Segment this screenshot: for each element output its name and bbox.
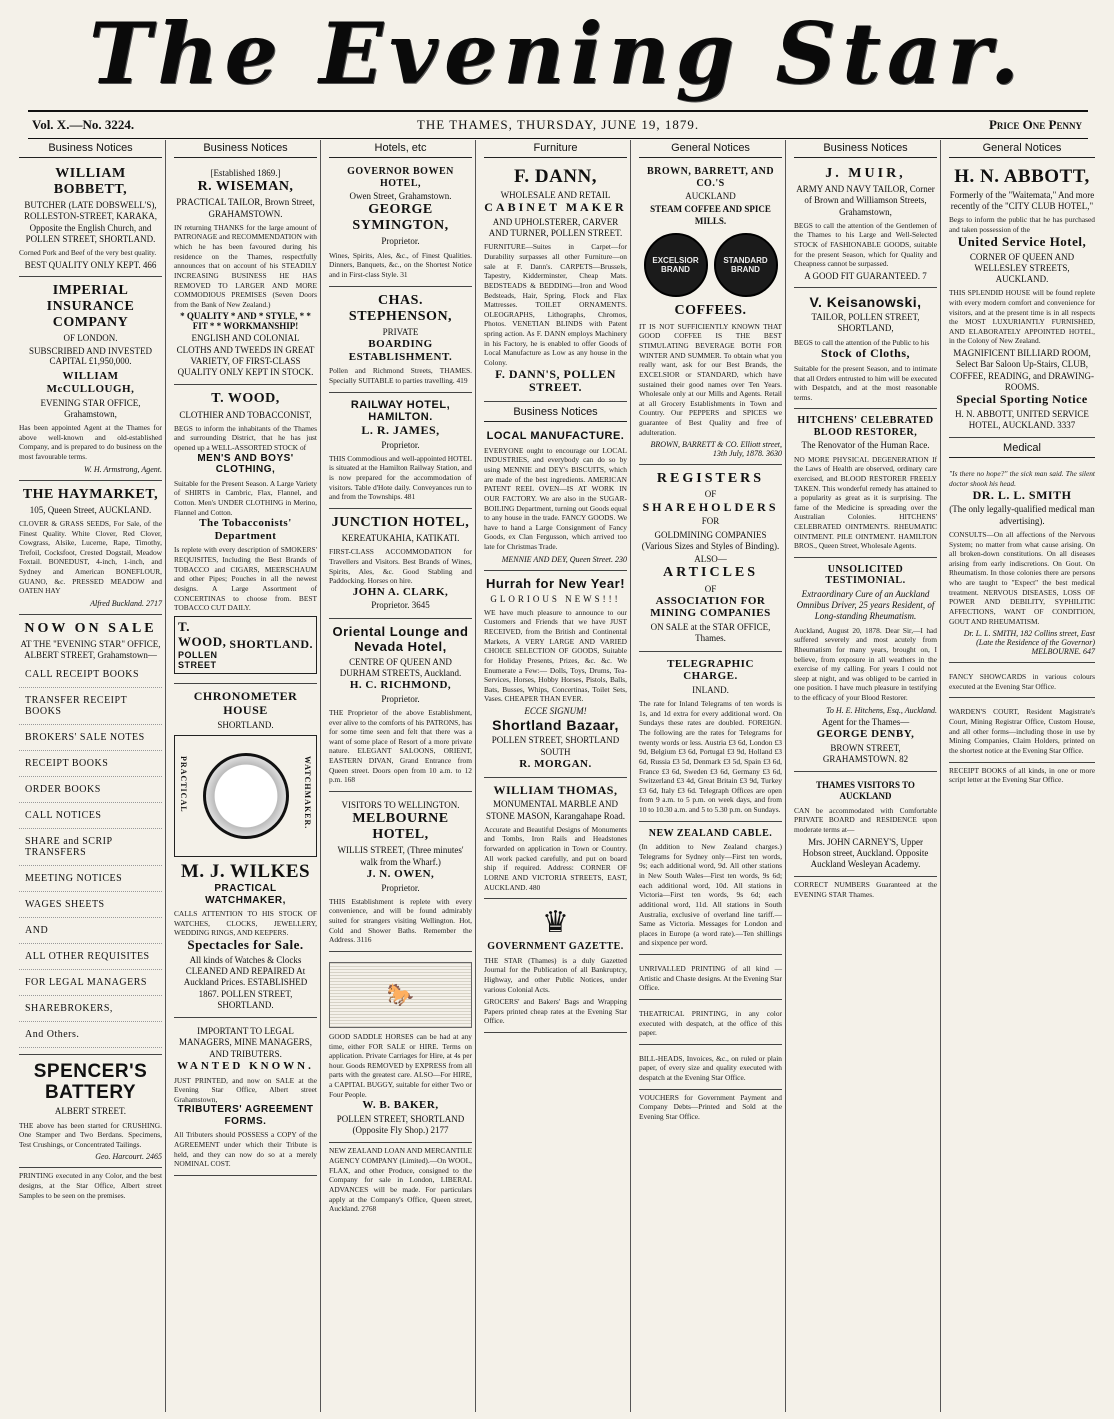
ad-body: THEATRICAL PRINTING, in any color executed with despatch, at the office of this paper.: [639, 1008, 782, 1038]
ad-receipt-books: RECEIPT BOOKS of all kinds, in one or more script letter at the Evening Star Office.: [949, 765, 1095, 785]
ad-title: THAMES VISITORS TO AUCKLAND: [816, 780, 915, 802]
ad-title: Hurrah for New Year!: [485, 575, 626, 591]
ad-body: Auckland, August 20, 1878. Dear Sir,—I had suffered severely and most acutely from Rheumatism for many years, brought on, I believe, from exposure in all weathers in the exercise of my calling. For years I could not sleep at night, and was obliged to be carried in one position. I have much pleasure in testifying to the efficacy of your Blood Restorer.: [794, 625, 937, 703]
list-item: MEETING NOTICES: [19, 866, 162, 892]
ad-hitchens: [794, 411, 937, 558]
list-item: FOR LEGAL MANAGERS: [19, 970, 162, 996]
ad-subtitle: OF: [704, 489, 717, 500]
dateline-bar: [28, 110, 1088, 139]
ad-body: UNRIVALLED PRINTING of all kind —Artistic and Chaste designs. At the Evening Star Office.: [639, 964, 782, 993]
ad-title: Oriental Lounge and Nevada Hotel,: [332, 623, 469, 654]
ad-title: F. DANN,: [514, 166, 597, 187]
ad-subtitle: The Renovator of the Human Race.: [801, 440, 930, 451]
ad-oriental-lounge: [329, 621, 472, 792]
ad-theatrical-printing: [639, 1002, 782, 1045]
ad-quote: "Is there no hope?" the sick man said. The silent doctor shook his head.: [949, 469, 1095, 488]
ad-title: IMPORTANT TO LEGAL MANAGERS, MINE MANAGERS, AND TRIBUTERS.: [178, 1026, 312, 1059]
ad-body: The rate for Inland Telegrams of ten words is 1s, and 1d extra for every additional word. On Sundays these rates are doubled. FOREIGN. The following are the rates for Telegrams for twenty words or less. Austria £3 6d, London £3 9d, Belgium £3 6d, Portugal £3 9d, Holland £3 6d, Russia £3 5d, Denmark £3 5d, Spain £3 6d, France £3 6d, Sweden £3 6d, Germany £3 6d, Switzerland £3 4d, Great Britain £3 9d, Turkey £3 6d, Italy £3 6d. Telegraph Offices are open from 9 a.m. to 5 p.m. on week days, and from 10 to 10.30 a.m. and 5 to 5.30 p.m. on Sundays.: [639, 699, 782, 815]
ad-body: THE Proprietor of the above Establishment, ever alive to the comforts of his PATRONS, has for some time seen and felt that there was a want of some place of Resort of a more private nature. ELEGANT SALOONS, ORIENT, EASTERN DIVAN, Grand Entrance from Queen street. Doors open from 10 a.m. to 12 p.m. 168: [329, 707, 472, 785]
ad-subtitle: OF LONDON.: [63, 333, 118, 344]
ad-body: NO MORE PHYSICAL DEGENERATION If the Laws of Health are observed, ordinary care exercised, and BLOOD RESTORER FREELY TAKEN. This wonderful remedy has attained to a popularity as great as it is surprising. The fame of the Medicine is spreading over the Australian Colonies. HITCHENS' CELEBRATED OINTMENTS. RHEUMATIC OINTMENT. PILE OINTMENT. HAMILTON BROS., Queen Street, Wholesale Agents.: [794, 454, 937, 551]
ad-william-thomas: [484, 780, 627, 900]
column-heading: Hotels, etc: [329, 140, 472, 158]
ad-government-gazette: [484, 901, 627, 1033]
ad-subtitle: FOR: [701, 516, 720, 527]
list-item: AND: [19, 918, 162, 944]
box-name: T. WOOD,: [178, 618, 227, 649]
proprietor-name: R. MORGAN.: [519, 757, 592, 770]
list-item: ORDER BOOKS: [19, 777, 162, 803]
ad-highlight: SHAREHOLDERS: [642, 499, 779, 514]
ad-title: NEW ZEALAND CABLE.: [648, 827, 773, 839]
column-4: [481, 140, 631, 1412]
ad-highlight: TRIBUTERS' AGREEMENT FORMS.: [177, 1104, 314, 1127]
ad-title: BROWN, BARRETT, AND CO.'S: [646, 166, 775, 189]
ad-highlight: ARTICLES: [662, 565, 759, 581]
ad-imperial-insurance: [19, 279, 162, 481]
ad-tributers: [174, 1020, 317, 1176]
column-heading: Business Notices: [19, 140, 162, 158]
masthead: [0, 0, 1114, 108]
ad-highlight: Stock of Cloths,: [820, 346, 910, 361]
printing-notice: PRINTING executed in any Color, and the best designs, at the Star Office, Albert street Samples to be seen on the premises.: [19, 1171, 162, 1200]
ad-subtitle: AND UPHOLSTERER, CARVER AND TURNER, POLLEN STREET.: [488, 216, 623, 239]
ad-signature: BROWN, BARRETT & CO. Elliott street, 13th July, 1878. 3630: [650, 440, 782, 459]
ad-title: REGISTERS: [656, 471, 765, 487]
list-item: ALL OTHER REQUISITES: [19, 944, 162, 970]
bazaar-name: Shortland Bazaar,: [492, 717, 619, 734]
ad-body: CAN be accommodated with Comfortable PRIVATE BOARD and RESIDENCE upon moderate terms at—: [794, 805, 937, 834]
list-item: SHAREBROKERS,: [19, 996, 162, 1022]
list-item: CALL RECEIPT BOOKS: [19, 662, 162, 688]
ad-thames-visitors: [794, 774, 937, 877]
ad-j-muir: [794, 162, 937, 288]
ad-subtitle: Extraordinary Cure of an Auckland Omnibus Driver, 25 years Resident, of Long-standing Rheumatism.: [796, 588, 935, 622]
ad-body: Corned Pork and Beef of the very best quality.: [19, 248, 157, 258]
ad-brown-barrett: [639, 162, 782, 465]
ad-railway-hotel: [329, 395, 472, 509]
ad-body: CALLS ATTENTION TO HIS STOCK OF WATCHES, CLOCKS, JEWELLERY, WEDDING RINGS, AND KEEPERS.: [174, 909, 317, 938]
side-label: WATCHMAKER.: [303, 756, 312, 830]
ad-highlight: MEN'S AND BOYS' CLOTHING,: [197, 452, 294, 476]
ad-subtitle: Formerly of the "Waitemata," And more recently of the "CITY CLUB HOTEL,": [949, 189, 1095, 212]
watch-icon: [203, 753, 289, 839]
ad-body: Accurate and Beautiful Designs of Monuments and Tombs, Iron Rails and Headstones forwarded on application in Town or Country. All work packed carefully, and put on board ship if required. Address: CORNER OF LORNE AND VICTORIA STREETS, EAST, AUCKLAND. 480: [484, 824, 627, 892]
ad-subtitle: BUTCHER (LATE DOBSWELL'S), ROLLESTON-STREET, KARAKA, Opposite the English Church, and POLLEN STREET, SHORTLAND.: [24, 200, 157, 244]
ad-subtitle: KEREATUKAHIA, KATIKATI.: [341, 533, 460, 544]
ad-title: M. J. WILKES: [180, 861, 311, 883]
ad-title: RAILWAY HOTEL, HAMILTON.: [350, 398, 451, 424]
proprietor-name: JOHN A. CLARK,: [352, 585, 449, 598]
ad-title: UNSOLICITED TESTIMONIAL.: [825, 563, 906, 587]
ad-subtitle: WHOLESALE AND RETAIL: [500, 189, 611, 200]
ad-junction-hotel: [329, 511, 472, 619]
proprietor-name: L. R. JAMES,: [361, 422, 440, 437]
ad-signature: Geo. Harcourt. 2465: [95, 1152, 162, 1162]
ad-highlight: ASSOCIATION FOR MINING COMPANIES: [650, 594, 771, 620]
ad-now-on-sale: [19, 617, 162, 1055]
ad-signature: W. H. Armstrong, Agent.: [83, 464, 162, 474]
ad-baker-horses: [329, 954, 472, 1144]
hotel-name: MELBOURNE HOTEL,: [352, 811, 449, 843]
ad-subtitle: WANTED KNOWN.: [177, 1059, 314, 1072]
ad-subtitle: (The only legally-qualified medical man advertising).: [949, 504, 1095, 526]
ad-tagline: BEST QUALITY ONLY KEPT. 466: [24, 259, 157, 270]
ad-footer: All kinds of Watches & Clocks CLEANED AND REPAIRED At Auckland Prices. ESTABLISHED 1867. POLLEN STREET, SHORTLAND.: [183, 954, 308, 1010]
ad-subtitle: CENTRE OF QUEEN AND DURHAM STREETS, Auckland.: [339, 656, 462, 678]
ad-title: H. N. ABBOTT,: [954, 166, 1090, 187]
ad-subtitle: 105, Queen Street, AUCKLAND.: [29, 504, 152, 515]
ad-bill-heads: [639, 1047, 782, 1090]
column-2: [171, 140, 321, 1412]
ad-nz-cable: [639, 824, 782, 955]
ad-title: SPENCER'S BATTERY: [33, 1060, 148, 1104]
ad-title: LOCAL MANUFACTURE.: [486, 430, 625, 443]
column-heading: Business Notices: [174, 140, 317, 158]
ad-body: WARDEN'S COURT, Resident Magistrate's Court, Mining Registrar Office, Custom House, and all other forms—including those in use by Mining Companies, Claim Holders, printed on the shortest notice at the Evening Star Office.: [949, 707, 1095, 755]
ad-title: WILLIAM THOMAS,: [493, 782, 618, 797]
ad-capital: SUBSCRIBED AND INVESTED CAPITAL £1,950,000.: [28, 346, 152, 367]
ad-title: GOVERNMENT GAZETTE.: [487, 941, 624, 953]
ad-body: FIRST-CLASS ACCOMMODATION for Travellers and Visitors. Best Brands of Wines, Spirits, Ales, &c. Good Stabling and Paddocking. Horses on hire.: [329, 547, 472, 586]
price: Price One Penny: [988, 117, 1082, 132]
box-town: SHORTLAND.: [229, 637, 313, 652]
ad-subtitle: SHORTLAND.: [217, 720, 274, 730]
ad-bobbett: [19, 162, 162, 277]
ad-highlight: Spectacles for Sale.: [187, 936, 304, 952]
ad-body: CLOVER & GRASS SEEDS, For Sale, of the Finest Quality. White Clover, Red Clover, Cowgrass, Alsike, Lucerne, Rape, Timothy, Trefoil, Cocksfoot, Crested Dogstail, Meadow Foxtail. BONEDUST, 4-inch, 1-inch, and Sydney and American BONEFLOUR, GUANO, &c. PRESSED MEADOW and OATEN HAY: [19, 518, 162, 596]
dateline: THE THAMES, THURSDAY, JUNE 19, 1879.: [416, 117, 700, 132]
list-item: BROKERS' SALE NOTES: [19, 725, 162, 751]
proprietor-role: Proprietor.: [381, 882, 420, 893]
list-item: WAGES SHEETS: [19, 892, 162, 918]
ad-title: NOW ON SALE: [24, 620, 157, 636]
ad-correct-numbers: CORRECT NUMBERS Guaranteed at the EVENING STAR Thames.: [794, 880, 937, 899]
ad-subtitle: WILLIS STREET, (Three minutes' walk from the Wharf.): [337, 845, 464, 867]
ad-body: Pollen and Richmond Streets, THAMES. Specially SUITABLE to parties travelling. 419: [329, 366, 472, 385]
ad-chronometer-house: [174, 686, 317, 1018]
ad-title: J. MUIR,: [825, 166, 906, 181]
ad-title: WILLIAM BOBBETT,: [53, 166, 128, 198]
ad-stephenson: [329, 289, 472, 393]
ad-governor-bowen-hotel: [329, 162, 472, 287]
ad-body: Suitable for the present Season, and to intimate that all Orders entrusted to him will be executed with Despatch, and at the most reasonable terms.: [794, 363, 937, 402]
column-heading: Business Notices: [484, 404, 627, 422]
ad-subtitle: POLLEN STREET, SHORTLAND SOUTH: [491, 735, 620, 757]
ad-title: VISITORS TO WELLINGTON.: [341, 799, 460, 810]
ad-signature: To H. E. Hitchens, Esq., Auckland.: [826, 705, 937, 715]
ad-telegraphic-charge: [639, 654, 782, 822]
ad-body: (In addition to New Zealand charges.) Telegrams for Sydney only—First ten words, 9s; each additional word, 9d. All other stations in New South Wales—First ten words, 9s 6d; each additional word, 10d. All stations in Victoria—First ten words, 9s 6d; each additional word, 11d. All stations in South Australia, exclusive of overland line tariff.—Same as Victoria. Messages for London and places in Europe (a word rate).—Ten shillings and sixpence per word.: [639, 842, 782, 948]
proprietor-name: H. C. RICHMOND,: [349, 679, 452, 692]
ad-haymarket: [19, 483, 162, 615]
ad-tagline: A GOOD FIT GUARANTEED. 7: [804, 270, 927, 281]
ad-unrivalled-printing: [639, 957, 782, 1000]
ad-body: BEGS to call the attention of the Public to his: [794, 337, 930, 347]
ad-subtitle: CLOTHIER AND TOBACCONIST,: [179, 409, 312, 420]
ad-signature: Alfred Buckland. 2717: [90, 598, 162, 608]
ad-body: Is replete with every description of SMOKERS' REQUISITES, Including the Best Brands of TOBACCO and CIGARS, MEERSCHAUM and other Pipes; Pouches in all the newest designs. A Large Assortment of CONCERTINAS to choose from. BEST TOBACCO CUT DAILY.: [174, 545, 317, 613]
ad-body: GOOD SADDLE HORSES can be had at any time, either FOR SALE or HIRE. Terms on application. Private Carriages for Hire, at 4s per hour. Goods REMOVED by EXPRESS from all parts with the greatest care. ALSO—For HIRE, a CAPITAL BUGGY, suitable for either Two or Four People.: [329, 1031, 472, 1099]
ad-body: Has been appointed Agent at the Thames for above well-known and old-established Company, and is prepared to do business on the most favourable terms.: [19, 423, 162, 461]
ad-body: Suitable for the Present Season. A Large Variety of SHIRTS in Cambric, Flax, Flannel, and Cotton. Men's UNDER CLOTHING in Merino, Flannel and Cotton.: [174, 478, 317, 517]
ad-body: EVERYONE ought to encourage our LOCAL INDUSTRIES, and everybody can do so by using MENNIE and DEY's BISCUITS, which are made of the best ingredients. AMERICAN PATENT REEL OVEN—IS AT WORK IN OUR FACTORY. We are also in the SUGAR-BOILING Department, turning out Goods equal to any house in the trade. FANCY GOODS. We have to hand a Large Consignment of Fancy Goods, ex Clan Fergusson, which arrived too late for Christmas Trade.: [484, 445, 627, 551]
columns: [16, 140, 1098, 1412]
agent-label: Agent for the Thames—: [821, 716, 910, 727]
ad-subtitle: AT THE "EVENING STAR" OFFICE, ALBERT STREET, Grahamstown—: [20, 639, 161, 661]
proprietor-name: W. B. BAKER,: [362, 1099, 439, 1112]
ad-signature: Dr. L. L. SMITH, 182 Collins street, East (Late the Residence of the Governor) MELBOURNE. 647: [963, 629, 1095, 657]
agent-name: WILLIAM McCULLOUGH,: [46, 370, 135, 395]
ad-body: WE have much pleasure to announce to our Customers and Friends that we have JUST RECEIVED, from the British and Continental Markets, A VERY LARGE AND VARIED CHOICE SELECTION OF GOODS, Suitable for Holiday Presents, Prizes, &c. &c. We Enumerate a Few:— Dolls, Toys, Drums, Tea-Services, Horses, Hobby Horses, Pistols, Balls, Bats, Busses, Whips, Concertinas, Toilet Sets, Vases. CHEAPER THAN EVER.: [484, 607, 627, 704]
ad-title: GOVERNOR BOWEN HOTEL,: [347, 166, 454, 189]
agent-address: BROWN STREET, GRAHAMSTOWN. 82: [822, 742, 909, 764]
ad-f-dann: [484, 162, 627, 402]
list-item: CALL NOTICES: [19, 803, 162, 829]
ad-body: BEGS to inform the inhabitants of the Thames and surrounding District, that he has just opened up a WELL-ASSORTED STOCK of: [174, 423, 317, 453]
ad-body: MAGNIFICENT BILLIARD ROOM, Select Bar Saloon Up-Stairs, CLUB, COFFEE, READING, and DRAWING-ROOMS.: [949, 348, 1095, 392]
column-3: [326, 140, 476, 1412]
ad-local-manufacture: [484, 426, 627, 571]
side-label: PRACTICAL: [179, 756, 188, 813]
ad-body: IT IS NOT SUFFICIENTLY KNOWN THAT GOOD COFFEE IS THE BEST STIMULATING BEVERAGE BOTH FOR WINTER AND SUMMER. To obtain what you really want, ask for our Best Brands, the EXCELSIOR or STANDARD, which have sustained their good names over Ten Years. Wholesale only at our Mills and Agents. Retail at all Grocery Establishments in Town and Country. Our PEPPERS and SPICES we guarantee of Best Quality and free of adulteration.: [639, 321, 782, 437]
ad-subtitle: PRIVATE: [382, 326, 419, 337]
column-heading: General Notices: [949, 140, 1095, 158]
ad-nz-loan: NEW ZEALAND LOAN AND MERCANTILE AGENCY COMPANY (Limited).—On WOOL, FLAX, and other Produce, consigned to the Company for sale in London, LIBERAL ADVANCES will be made. For particulars apply at the Company's Office, Queen street, Auckland. 2768: [329, 1146, 472, 1214]
ad-highlight: BOARDING ESTABLISHMENT.: [348, 338, 453, 363]
ad-body: THE STAR (Thames) is a duly Gazetted Journal for the Publication of all Bankruptcy, Highway, and other Public Notices, under various Colonial Acts.: [484, 955, 627, 994]
newspaper-title: The Evening Star.: [88, 4, 1026, 103]
ad-highlight: STEAM COFFEE AND SPICE MILLS.: [650, 204, 771, 226]
agent-name: GEORGE DENBY,: [816, 727, 915, 740]
ad-footer: GROCERS' and Bakers' Bags and Wrapping Papers printed cheap rates at the Evening Star Office.: [484, 997, 627, 1026]
ad-subtitle: OF: [704, 583, 717, 594]
proprietor-name: GEORGE SYMINGTON,: [352, 202, 449, 234]
proprietor-role: Proprietor.: [381, 439, 420, 450]
ad-hurrah-new-year: [484, 573, 627, 778]
wood-address-box: [174, 616, 317, 675]
requisites-list: [19, 662, 162, 1048]
column-heading: Business Notices: [794, 140, 937, 158]
column-heading: Medical: [949, 440, 1095, 458]
column-5: [636, 140, 786, 1412]
agent-office: EVENING STAR OFFICE, Grahamstown,: [40, 397, 141, 419]
ad-body: Wines, Spirits, Ales, &c., of Finest Qualities. Dinners, Banquets, &c., on the Shortest Notice and in First-class Style. 31: [329, 250, 472, 279]
volume-number: Vol. X.—No. 3224.: [32, 117, 135, 132]
ad-subtitle: TAILOR, POLLEN STREET, SHORTLAND,: [811, 312, 920, 334]
column-7: [946, 140, 1098, 1412]
ad-body: BEGS to call the attention of the Gentlemen of the Thames to his Large and Well-Selected STOCK of FASHIONABLE GOODS, suitable for the present Season, which for Quality and Cheapness cannot be surpassed.: [794, 220, 937, 269]
ad-title: HITCHENS' CELEBRATED BLOOD RESTORER,: [797, 415, 934, 438]
ad-subtitle: ARMY AND NAVY TAILOR, Corner of Brown and Williamson Streets, Grahamstown,: [796, 184, 935, 217]
ad-also: ALSO—: [694, 554, 727, 565]
ad-footer: ENGLISH AND COLONIAL CLOTHS AND TWEEDS IN GREAT VARIETY, OF FIRST-CLASS QUALITY ONLY KEPT IN STOCK.: [176, 333, 315, 378]
ad-title: CHRONOMETER HOUSE: [193, 689, 298, 718]
column-heading: General Notices: [639, 140, 782, 158]
ad-title: T. WOOD,: [211, 391, 280, 407]
ad-established: [Established 1869.]: [210, 168, 281, 178]
ad-signature: Mrs. JOHN CARNEY'S, Upper Hobson street, Auckland. Opposite Auckland Wesleyan Academy.: [802, 836, 929, 869]
ad-body: GOLDMINING COMPANIES (Various Sizes and Styles of Binding).: [641, 529, 780, 551]
standard-brand-logo: STANDARD BRAND: [714, 233, 778, 297]
ad-subtitle: PRACTICAL WATCHMAKER,: [205, 883, 286, 906]
ad-highlight: CABINET MAKER: [484, 200, 627, 215]
proprietor-role: Proprietor.: [381, 693, 420, 704]
ad-subtitle: POLLEN STREET, SHORTLAND (Opposite Fly Shop.) 2177: [336, 1113, 465, 1136]
list-item: TRANSFER RECEIPT BOOKS: [19, 688, 162, 725]
list-item: And Others.: [19, 1022, 162, 1048]
ad-title: JUNCTION HOTEL,: [331, 514, 470, 530]
ad-title: THE HAYMARKET,: [22, 486, 159, 502]
ad-body: All Tributers should POSSESS a COPY of the AGREEMENT under which their Tribute is held, and they can now do so at a merely NOMINAL COST.: [174, 1130, 317, 1169]
coach-illustration: [329, 962, 472, 1028]
ad-subtitle: MONUMENTAL MARBLE AND STONE MASON, Karangahape Road.: [485, 799, 626, 821]
ad-keisanowski: [794, 290, 937, 410]
column-6: [791, 140, 941, 1412]
ad-subtitle: CORNER OF QUEEN AND WELLESLEY STREETS, AUCKLAND.: [969, 251, 1075, 285]
ad-footer: F. DANN'S, POLLEN STREET.: [495, 366, 616, 395]
ad-subtitle: AUCKLAND: [685, 191, 736, 201]
list-item: RECEIPT BOOKS: [19, 751, 162, 777]
ad-wiseman: [174, 162, 317, 385]
ad-spencers-battery: [19, 1057, 162, 1169]
ad-tagline: ECCE SIGNUM!: [524, 706, 587, 717]
brand-logos: [639, 233, 782, 297]
ad-body: FANCY SHOWCARDS in various colours executed at the Evening Star Office.: [949, 672, 1095, 691]
ad-wardens-court: [949, 700, 1095, 762]
ad-title: V. Keisanowski,: [809, 293, 922, 310]
list-item: SHARE and SCRIP TRANSFERS: [19, 829, 162, 866]
ad-body: IN returning THANKS for the large amount of PATRONAGE and RECOMMENDATION with which he has been favoured during his residence on the Thames, respectfully announces that on account of his STEADILY INCREASING BUSINESS HE HAS REMOVED TO LARGER AND MORE COMMODIOUS PREMISES (Seven Doors from the Bank of New Zealand.): [174, 222, 317, 309]
ad-body: BILL-HEADS, Invoices, &c., on ruled or plain paper, of every size and quality executed with despatch at the Evening Star Office.: [639, 1053, 782, 1083]
ad-body: JUST PRINTED, and now on SALE at the Evening Star Office, Albert street Grahamstown,: [174, 1075, 317, 1104]
ad-vouchers: VOUCHERS for Government Payment and Company Debts—Printed and Sold at the Evening Star Office.: [639, 1092, 782, 1121]
ad-title: R. WISEMAN,: [197, 179, 294, 195]
sporting-notice: Special Sporting Notice: [956, 392, 1088, 407]
ad-tagline: * QUALITY * AND * STYLE, * * FIT * * WORKMANSHIP!: [180, 311, 311, 332]
ad-dr-smith: [949, 462, 1095, 663]
ad-body: THE above has been started for CRUSHING. One Stamper and Two Berdans. Specimens, Test Crushings, or Concentrated Tailings.: [19, 1120, 162, 1149]
box-street: POLLEN STREET: [178, 649, 218, 671]
ad-h-n-abbott: [949, 162, 1095, 438]
excelsior-brand-logo: EXCELSIOR BRAND: [644, 233, 708, 297]
ad-title: TELEGRAPHIC CHARGE.: [667, 657, 754, 683]
ad-body: THIS SPLENDID HOUSE will be found replete with every modern comfort and convenience for visitors, and at the present time is in all respects the MOST LUXURIANTLY FURNISHED, AND ELABORATELY APPOINTED HOTEL, in the Colony of New Zealand.: [949, 288, 1095, 346]
ad-body: THIS Establishment is replete with every convenience, and will be found admirably suited for strangers visiting Wellington. Hot, Cold and Shower Baths. Remember the Address. 3116: [329, 896, 472, 945]
ad-body: THIS Commodious and well-appointed HOTEL is situated at the Hamilton Railway Station, and is now prepared for the accommodation of visitors. Table d'Hote daily. Conveyances run to and from the Townships. 481: [329, 453, 472, 502]
ad-signature: H. N. ABBOTT, UNITED SERVICE HOTEL, AUCKLAND. 3337: [955, 408, 1089, 431]
ad-fancy-showcards: [949, 665, 1095, 698]
ad-t-wood: [174, 387, 317, 684]
ad-subtitle: GLORIOUS NEWS!!!: [490, 593, 621, 604]
coffees-heading: COFFEES.: [674, 302, 747, 318]
horse-carriage-icon: 🐎: [386, 981, 415, 1007]
ad-subtitle: PRACTICAL TAILOR, Brown Street, GRAHAMSTOWN.: [176, 197, 315, 219]
royal-arms-icon: ♛: [542, 906, 569, 940]
column-1: [16, 140, 166, 1412]
ad-signature: MENNIE AND DEY, Queen Street. 230: [501, 554, 627, 564]
ad-highlight: United Service Hotel,: [957, 233, 1087, 249]
ad-melbourne-hotel: [329, 794, 472, 952]
ad-registers: [639, 467, 782, 651]
ad-body: CONSULTS—On all affections of the Nervous System; no matter from what cause arising. On all broken-down constitutions. On all diseases arising from early indiscretions. On Gout. On Rheumatism. In those colonies there are persons who are taught to "Expect" the best medical treatment. NERVOUS DISEASES, LOSS OF POWER AND DEBILITY, SYPHILITIC AFFECTIONS, WANT OF CONDITION, GOUT AND RHEUMATISM.: [949, 529, 1095, 626]
ad-body: Begs to inform the public that he has purchased and taken possession of the: [949, 215, 1095, 234]
ad-body: FURNITURE—Suites in Carpet—for Durability surpasses all other Furniture—on sale at F. Dann's. CARPETS—Brussels, Tapestry, Kidderminster, Cheap Mats. BEDSTEADS & BEDDING—Iron and Wood Bedsteads, Hair, Spring, Flock and Flax Mattresses. TOILET ORNAMENTS. OLEOGRAPHS, Lithographs, Chromos, Photos. VENETIAN BLINDS with Patent spring action. As F. DANN employs Machinery in his Factory, he is enabled to offer Goods of Local Manufacture as Low as any house in the Colony.: [484, 242, 627, 367]
proprietor-role: Proprietor.: [381, 236, 420, 247]
tobacco-department: The Tobacconists' Department: [199, 517, 292, 542]
ad-title: IMPERIAL INSURANCE COMPANY: [46, 282, 135, 330]
column-heading: Furniture: [484, 140, 627, 158]
proprietor-name: J. N. OWEN,: [366, 867, 435, 880]
ad-subtitle: Owen Street, Grahamstown.: [349, 191, 452, 201]
ad-title: DR. L. L. SMITH: [972, 487, 1072, 502]
proprietor-role: Proprietor. 3645: [371, 600, 430, 611]
ad-title: CHAS. STEPHENSON,: [348, 292, 453, 324]
ad-testimonial: [794, 560, 937, 772]
ad-subtitle: ALBERT STREET.: [54, 1106, 127, 1117]
ad-footer: ON SALE at the STAR OFFICE, Thames.: [650, 622, 771, 644]
watch-illustration: [174, 735, 317, 857]
ad-subtitle: INLAND.: [692, 684, 729, 695]
